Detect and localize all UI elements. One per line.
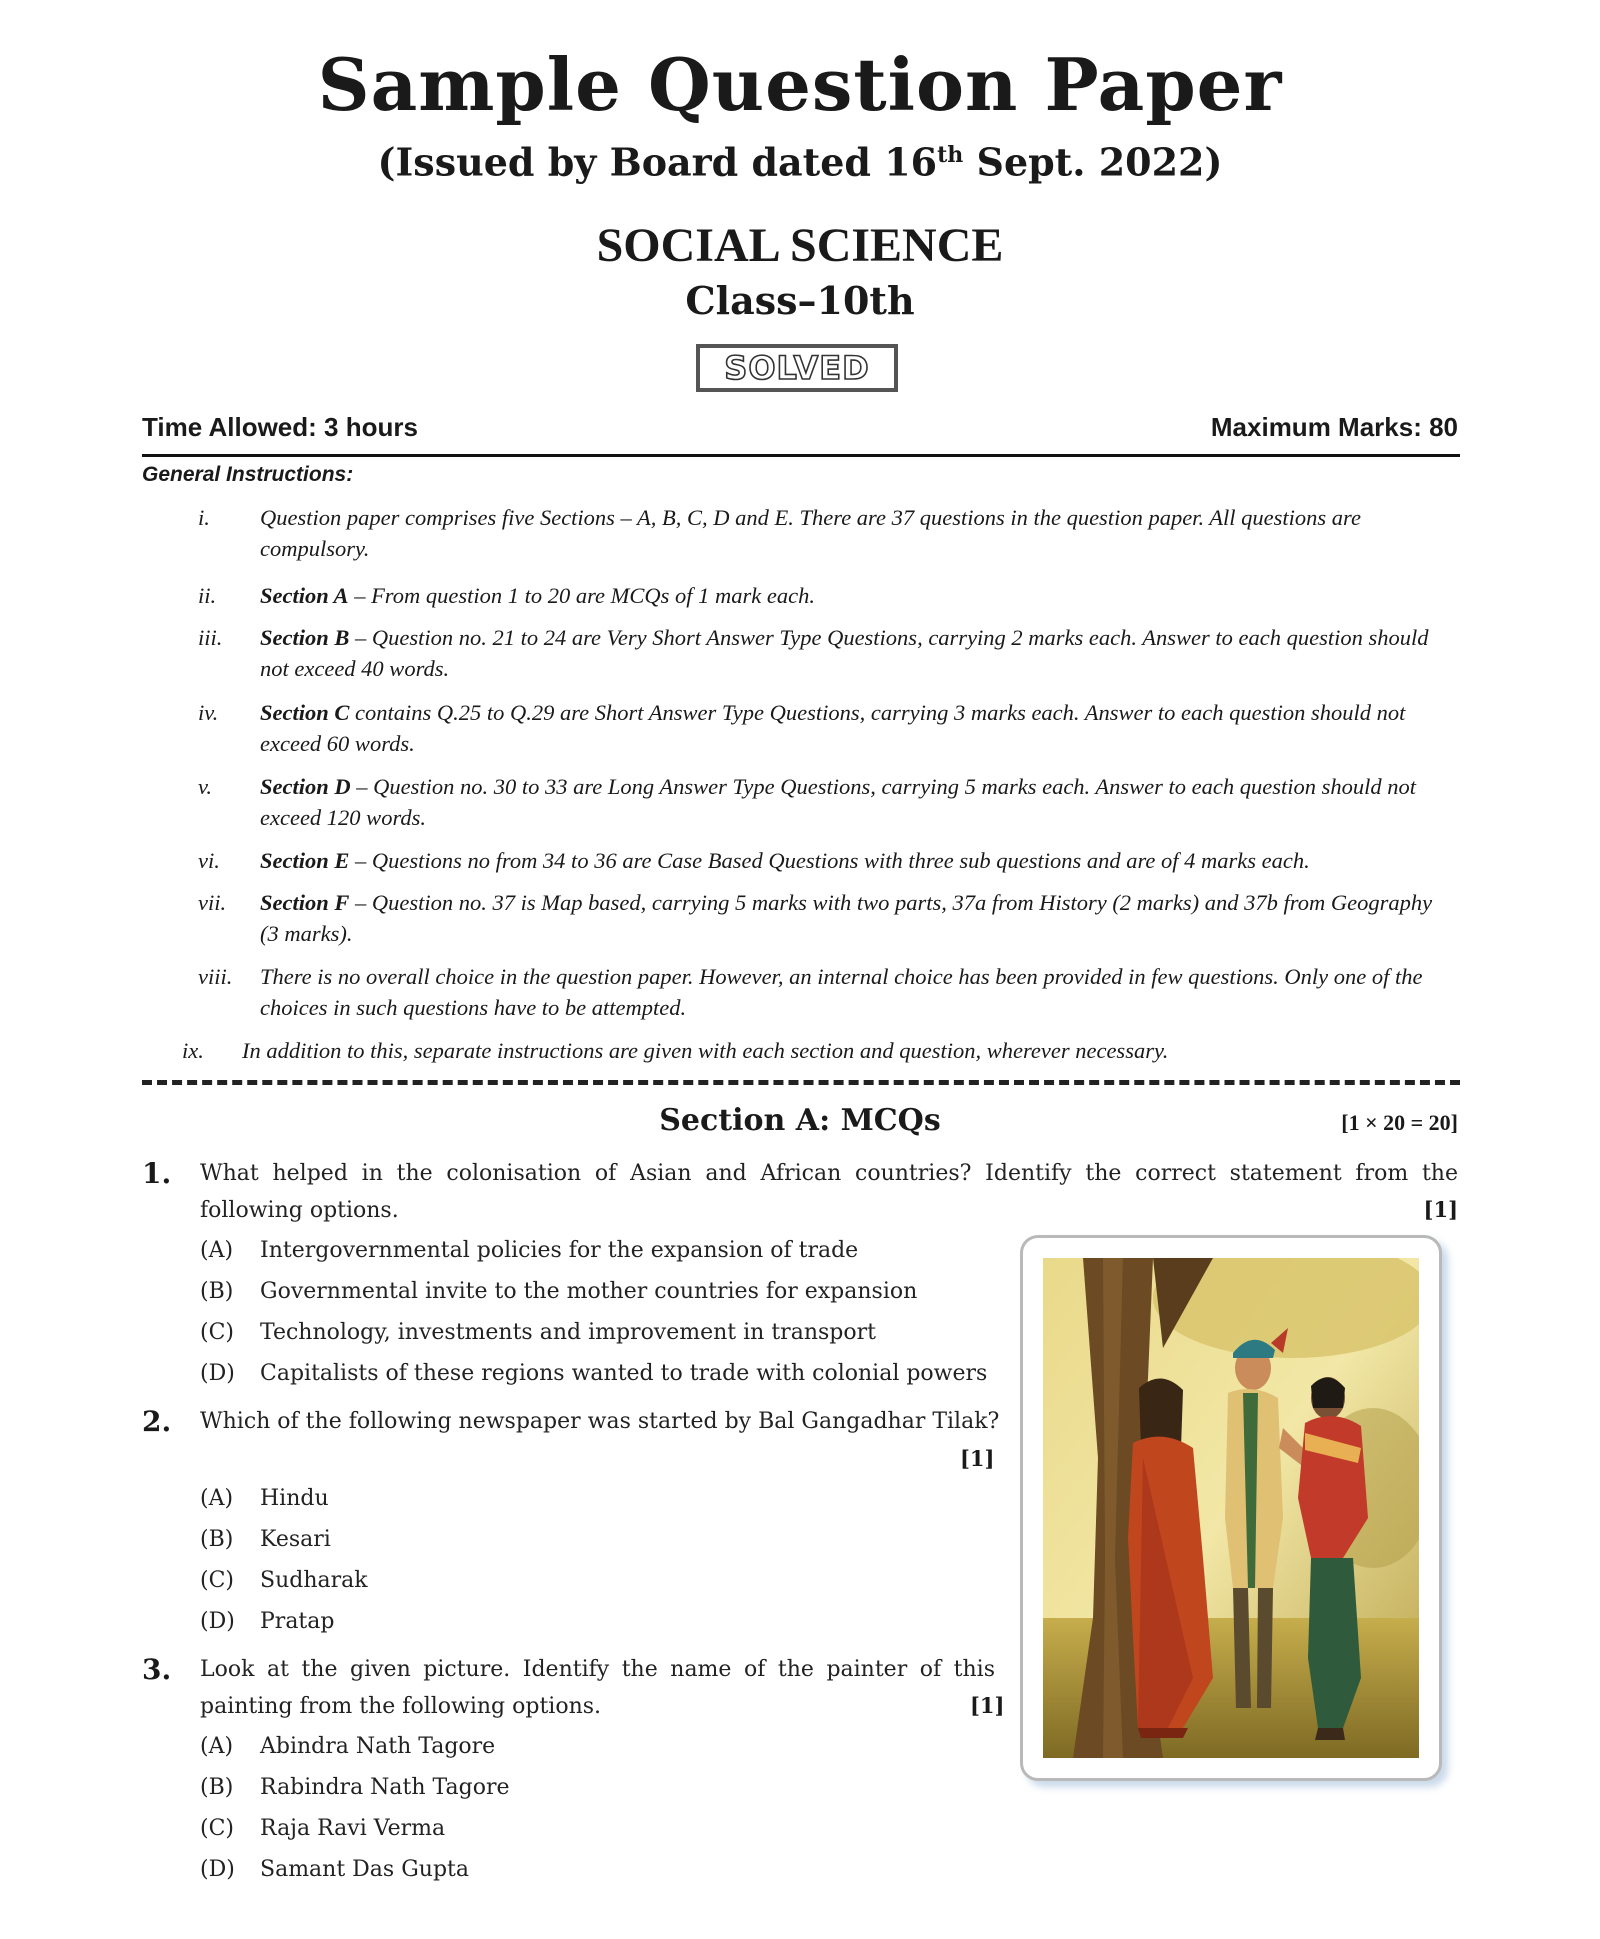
instruction-number: v. bbox=[198, 774, 212, 799]
option[interactable] bbox=[200, 1320, 876, 1345]
section-a-title: Section A: MCQs bbox=[659, 1103, 941, 1138]
option-text: Technology, investments and improvement in transport bbox=[260, 1320, 876, 1345]
instruction-number: vi. bbox=[198, 848, 220, 873]
question-text: Look at the given picture. Identify the name of the painter of this painting from the following options. bbox=[200, 1657, 995, 1719]
instruction-section: Section E bbox=[260, 848, 350, 873]
header-rule bbox=[142, 454, 1460, 457]
question-text: What helped in the colonisation of Asian and African countries? Identify the correct statement from the following options. bbox=[200, 1161, 1458, 1223]
instruction-body: In addition to this, separate instructions are given with each section and question, wherever necessary. bbox=[242, 1038, 1169, 1063]
maximum-marks: Maximum Marks: 80 bbox=[1210, 412, 1458, 442]
option-label: (B) bbox=[200, 1279, 234, 1304]
class-heading: Class–10th bbox=[685, 278, 915, 323]
instruction-text bbox=[260, 697, 1456, 759]
option-label: (C) bbox=[200, 1320, 234, 1345]
instruction-number: iii. bbox=[198, 625, 223, 650]
question-text: Which of the following newspaper was started by Bal Gangadhar Tilak? bbox=[200, 1409, 1000, 1434]
instruction-body: – Question no. 30 to 33 are Long Answer Type Questions, carrying 5 marks each. Answer to each question should not exceed 120 words. bbox=[260, 774, 1416, 830]
subtitle-post: Sept. 2022) bbox=[963, 139, 1223, 185]
instruction-text bbox=[260, 771, 1456, 833]
instruction-text bbox=[260, 502, 1456, 564]
option-text: Hindu bbox=[260, 1486, 329, 1511]
question-mark: [1] bbox=[1423, 1197, 1458, 1222]
option[interactable] bbox=[200, 1857, 469, 1882]
option-label: (D) bbox=[200, 1609, 235, 1634]
question-number: 2. bbox=[142, 1405, 172, 1438]
instruction-text bbox=[260, 961, 1456, 1023]
paper-title: Sample Question Paper bbox=[317, 42, 1283, 127]
instruction-number: viii. bbox=[198, 964, 233, 989]
option[interactable] bbox=[200, 1609, 334, 1634]
instruction-number: i. bbox=[198, 505, 210, 530]
instruction-text bbox=[260, 887, 1456, 949]
instruction-number: vii. bbox=[198, 890, 227, 915]
option-text: Rabindra Nath Tagore bbox=[260, 1775, 510, 1800]
instruction-body: Question paper comprises five Sections – A, B, C, D and E. There are 37 questions in the question paper. All questions are compulsory. bbox=[260, 505, 1361, 561]
paper-subtitle bbox=[0, 130, 1600, 188]
time-allowed: Time Allowed: 3 hours bbox=[142, 412, 418, 442]
question-number: 3. bbox=[142, 1653, 172, 1686]
option-text: Raja Ravi Verma bbox=[260, 1816, 446, 1841]
instruction-text bbox=[260, 580, 1456, 611]
solved-badge: SOLVED bbox=[696, 344, 898, 392]
option[interactable] bbox=[200, 1486, 329, 1511]
instruction-body: contains Q.25 to Q.29 are Short Answer Type Questions, carrying 3 marks each. Answer to each question should not exceed 60 words. bbox=[260, 700, 1406, 756]
instruction-text bbox=[260, 845, 1456, 876]
option-text: Capitalists of these regions wanted to trade with colonial powers bbox=[260, 1361, 988, 1386]
option-text: Samant Das Gupta bbox=[260, 1857, 469, 1882]
option[interactable] bbox=[200, 1775, 510, 1800]
option-label: (A) bbox=[200, 1486, 234, 1511]
instruction-section: Section B bbox=[260, 625, 350, 650]
instruction-number: ii. bbox=[198, 583, 217, 608]
instruction-section: Section D bbox=[260, 774, 351, 799]
option-text: Abindra Nath Tagore bbox=[260, 1734, 496, 1759]
option-text: Pratap bbox=[260, 1609, 335, 1634]
instruction-section: Section F bbox=[260, 890, 350, 915]
option-label: (A) bbox=[200, 1734, 234, 1759]
subject-heading: SOCIAL SCIENCE bbox=[596, 219, 1004, 272]
option[interactable] bbox=[200, 1238, 858, 1263]
option-label: (B) bbox=[200, 1527, 234, 1552]
instruction-body: – Question no. 21 to 24 are Very Short Answer Type Questions, carrying 2 marks each. Answer to each question should not exceed 40 words. bbox=[260, 625, 1429, 681]
instruction-body: – Questions no from 34 to 36 are Case Based Questions with three sub questions and are of 4 marks each. bbox=[349, 848, 1310, 873]
painting-frame bbox=[1020, 1235, 1442, 1781]
option[interactable] bbox=[200, 1279, 917, 1304]
instruction-body: There is no overall choice in the question paper. However, an internal choice has been provided in few questions. Only one of the choices in such questions have to be attempted. bbox=[260, 964, 1423, 1020]
instruction-number: iv. bbox=[198, 700, 219, 725]
option[interactable] bbox=[200, 1816, 445, 1841]
section-a-marks: [1 × 20 = 20] bbox=[1341, 1110, 1458, 1135]
option-label: (C) bbox=[200, 1816, 234, 1841]
general-instructions-heading: General Instructions: bbox=[142, 463, 354, 486]
option-text: Intergovernmental policies for the expansion of trade bbox=[260, 1238, 859, 1263]
instruction-text bbox=[242, 1035, 1438, 1066]
option[interactable] bbox=[200, 1734, 495, 1759]
instruction-body: – From question 1 to 20 are MCQs of 1 mark each. bbox=[348, 583, 815, 608]
option[interactable] bbox=[200, 1361, 987, 1386]
question-mark: [1] bbox=[960, 1446, 995, 1471]
section-divider bbox=[142, 1080, 1460, 1085]
option-label: (D) bbox=[200, 1857, 235, 1882]
option-text: Governmental invite to the mother countries for expansion bbox=[260, 1279, 918, 1304]
instruction-body: – Question no. 37 is Map based, carrying 5 marks with two parts, 37a from History (2 marks) and 37b from Geography (3 marks). bbox=[260, 890, 1433, 946]
option-label: (B) bbox=[200, 1775, 234, 1800]
option-label: (D) bbox=[200, 1361, 235, 1386]
question-number: 1. bbox=[142, 1157, 172, 1190]
option-label: (C) bbox=[200, 1568, 234, 1593]
question-mark: [1] bbox=[970, 1693, 1005, 1718]
instruction-section: Section A bbox=[260, 583, 349, 608]
option[interactable] bbox=[200, 1527, 331, 1552]
option-text: Kesari bbox=[260, 1527, 331, 1552]
subtitle-sup: th bbox=[937, 142, 964, 168]
instruction-text bbox=[260, 622, 1456, 684]
instruction-section: Section C bbox=[260, 700, 350, 725]
option-text: Sudharak bbox=[260, 1568, 368, 1593]
subtitle-pre: (Issued by Board dated 16 bbox=[377, 139, 938, 185]
option[interactable] bbox=[200, 1568, 368, 1593]
painting-image bbox=[1043, 1258, 1419, 1758]
option-label: (A) bbox=[200, 1238, 234, 1263]
instruction-number: ix. bbox=[182, 1038, 204, 1063]
